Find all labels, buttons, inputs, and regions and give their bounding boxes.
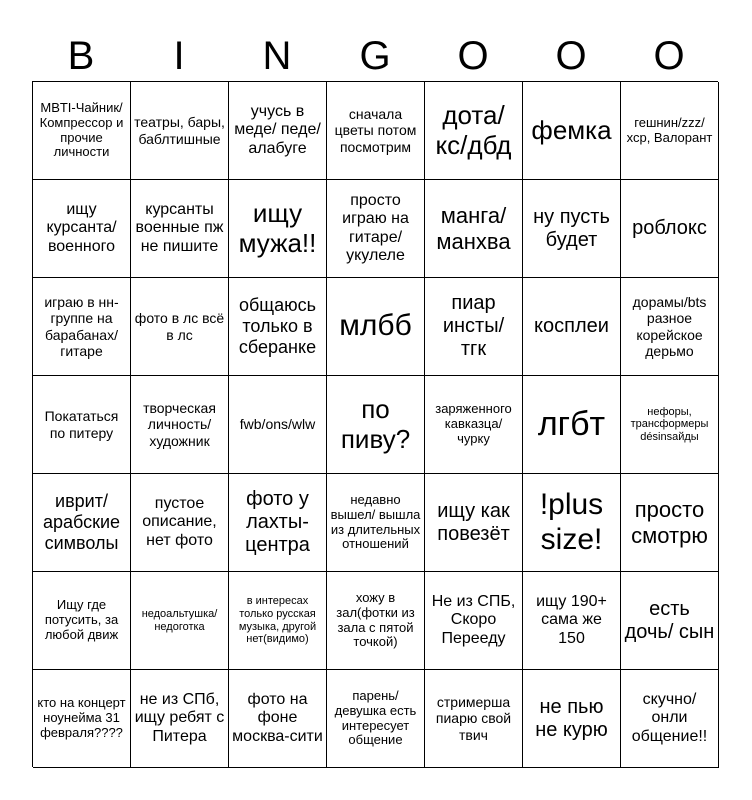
bingo-cell[interactable]: кто на концерт ноунейма 31 февраля????	[33, 670, 131, 768]
bingo-cell[interactable]: сначала цветы потом посмотрим	[327, 82, 425, 180]
bingo-cell[interactable]: !plus size!	[523, 474, 621, 572]
bingo-cell[interactable]: манга/ манхва	[425, 180, 523, 278]
bingo-cell[interactable]: творческая личность/ художник	[131, 376, 229, 474]
bingo-cell[interactable]: млбб	[327, 278, 425, 376]
bingo-cell[interactable]: косплеи	[523, 278, 621, 376]
bingo-cell[interactable]: fwb/ons/wlw	[229, 376, 327, 474]
bingo-cell[interactable]: хожу в зал(фотки из зала с пятой точкой)	[327, 572, 425, 670]
bingo-cell[interactable]: по пиву?	[327, 376, 425, 474]
bingo-cell[interactable]: просто смотрю	[621, 474, 719, 572]
bingo-cell[interactable]: фото у лахты-центра	[229, 474, 327, 572]
bingo-cell[interactable]: театры, бары, баблтишные	[131, 82, 229, 180]
bingo-cell[interactable]: гешнин/zzz/ хср, Валорант	[621, 82, 719, 180]
bingo-cell[interactable]: в интересах только русская музыка, другой нет(видимо)	[229, 572, 327, 670]
bingo-cell[interactable]: не из СПб, ищу ребят с Питера	[131, 670, 229, 768]
bingo-cell[interactable]: иврит/ арабские символы	[33, 474, 131, 572]
bingo-cell[interactable]: MBTI-Чайник/ Компрессор и прочие личности	[33, 82, 131, 180]
bingo-cell[interactable]: нефоры, трансформеры désinsайды	[621, 376, 719, 474]
bingo-cell[interactable]: роблокс	[621, 180, 719, 278]
bingo-cell[interactable]: ищу как повезёт	[425, 474, 523, 572]
bingo-cell[interactable]: есть дочь/ сын	[621, 572, 719, 670]
bingo-cell[interactable]: дота/ кс/дбд	[425, 82, 523, 180]
bingo-cell[interactable]: фото на фоне москва-сити	[229, 670, 327, 768]
bingo-cell[interactable]: заряженного кавказца/ чурку	[425, 376, 523, 474]
bingo-cell[interactable]: фото в лс всё в лс	[131, 278, 229, 376]
bingo-header	[32, 30, 718, 82]
header-letter: I	[173, 34, 185, 78]
bingo-cell[interactable]: просто играю на гитаре/ укулеле	[327, 180, 425, 278]
bingo-cell[interactable]: общаюсь только в сберанке	[229, 278, 327, 376]
bingo-cell[interactable]: учусь в меде/ педе/ алабуге	[229, 82, 327, 180]
bingo-cell[interactable]: Покататься по питеру	[33, 376, 131, 474]
bingo-cell[interactable]: ищу мужа!!	[229, 180, 327, 278]
bingo-cell[interactable]: курсанты военные пж не пишите	[131, 180, 229, 278]
header-letter: N	[262, 34, 292, 78]
bingo-cell[interactable]: стримерша пиарю свой твич	[425, 670, 523, 768]
bingo-cell[interactable]: скучно/ онли общение!!	[621, 670, 719, 768]
bingo-cell[interactable]: Не из СПБ, Скоро Перееду	[425, 572, 523, 670]
header-letter: O	[555, 34, 587, 78]
bingo-cell[interactable]: пиар инсты/ тгк	[425, 278, 523, 376]
bingo-cell[interactable]: недавно вышел/ вышла из длительных отношений	[327, 474, 425, 572]
header-letter: O	[653, 34, 685, 78]
bingo-cell[interactable]: дорамы/bts разное корейское дерьмо	[621, 278, 719, 376]
bingo-cell[interactable]: играю в нн-группе на барабанах/ гитаре	[33, 278, 131, 376]
bingo-cell[interactable]: фемка	[523, 82, 621, 180]
bingo-cell[interactable]: парень/ девушка есть интересует общение	[327, 670, 425, 768]
bingo-cell[interactable]: ну пусть будет	[523, 180, 621, 278]
header-letter: G	[359, 34, 391, 78]
bingo-cell[interactable]: недоальтушка/ недоготка	[131, 572, 229, 670]
bingo-cell[interactable]: пустое описание, нет фото	[131, 474, 229, 572]
bingo-grid	[32, 81, 718, 767]
bingo-cell[interactable]: Ищу где потусить, за любой движ	[33, 572, 131, 670]
bingo-cell[interactable]: ищу 190+ сама же 150	[523, 572, 621, 670]
header-letter: O	[457, 34, 489, 78]
header-letter: B	[67, 34, 95, 78]
bingo-cell[interactable]: не пью не курю	[523, 670, 621, 768]
bingo-cell[interactable]: лгбт	[523, 376, 621, 474]
bingo-cell[interactable]: ищу курсанта/ военного	[33, 180, 131, 278]
